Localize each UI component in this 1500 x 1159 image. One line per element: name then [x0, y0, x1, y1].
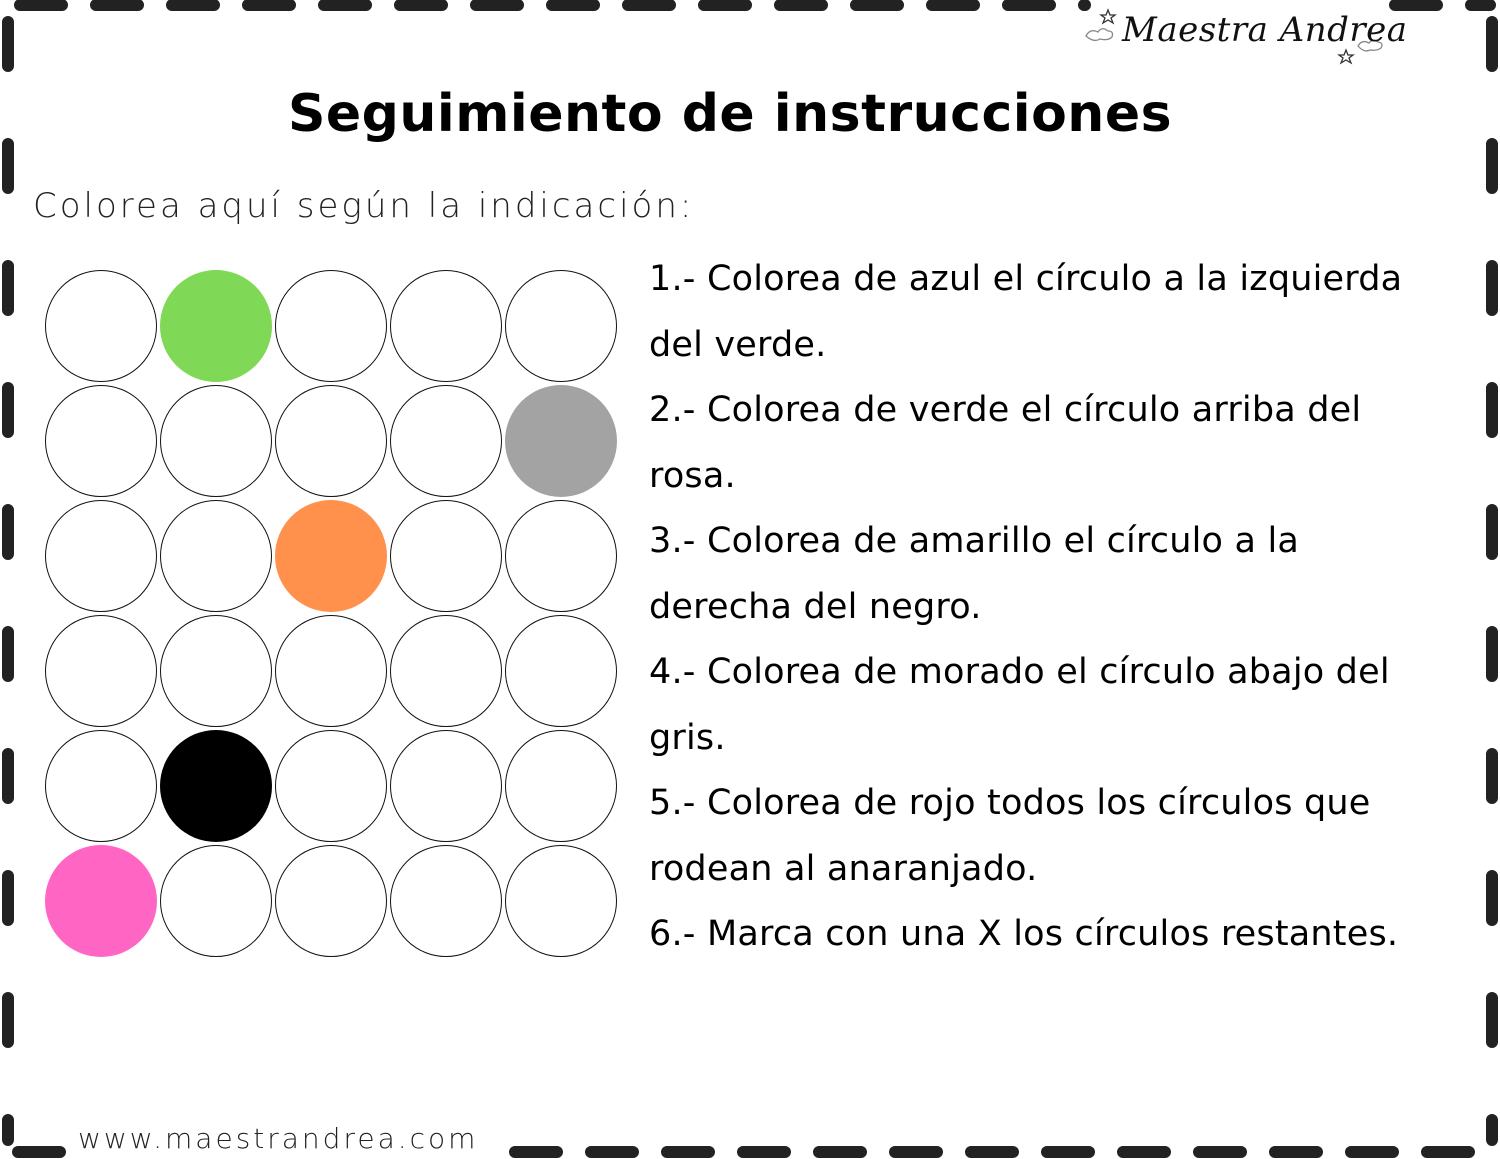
instruction-item [649, 247, 1489, 378]
instruction-item [649, 771, 1489, 902]
blank-circle[interactable] [390, 845, 502, 957]
instruction-line: gris. [649, 717, 726, 758]
blank-circle[interactable] [45, 385, 157, 497]
instruction-item [649, 902, 1489, 968]
instruction-item [649, 640, 1489, 771]
instruction-line: 2.- Colorea de verde el círculo arriba del [649, 390, 1362, 430]
blank-circle[interactable] [275, 845, 387, 957]
page-subtitle: Colorea aquí según la indicación: [33, 186, 695, 226]
blank-circle[interactable] [275, 270, 387, 382]
blank-circle[interactable] [390, 385, 502, 497]
grid-row [45, 498, 625, 613]
instruction-line: 6.- Marca con una X los círculos restantes. [649, 914, 1399, 954]
blank-circle[interactable] [160, 615, 272, 727]
blank-circle[interactable] [160, 500, 272, 612]
page-title: Seguimiento de instrucciones [287, 84, 1173, 144]
grid-row [45, 728, 625, 843]
blank-circle[interactable] [505, 615, 617, 727]
blank-circle[interactable] [45, 500, 157, 612]
brand-logo [1080, 6, 1408, 66]
blank-circle[interactable] [390, 615, 502, 727]
instruction-item [649, 509, 1489, 640]
instruction-line: 5.- Colorea de rojo todos los círculos que [649, 783, 1371, 823]
blank-circle[interactable] [45, 270, 157, 382]
blank-circle[interactable] [390, 270, 502, 382]
colored-circle[interactable] [275, 500, 387, 612]
instruction-line: derecha del negro. [649, 586, 982, 627]
colored-circle[interactable] [45, 845, 157, 957]
footer-url: www.maestrandrea.com [78, 1122, 479, 1155]
blank-circle[interactable] [45, 730, 157, 842]
blank-circle[interactable] [505, 500, 617, 612]
instruction-line: 1.- Colorea de azul el círculo a la izquierda [649, 259, 1403, 299]
grid-row [45, 383, 625, 498]
instruction-line: rosa. [649, 455, 736, 496]
blank-circle[interactable] [390, 730, 502, 842]
grid-row [45, 613, 625, 728]
instruction-line: rodean al anaranjado. [649, 848, 1038, 889]
instruction-line: del verde. [649, 324, 827, 365]
instruction-list [649, 247, 1489, 968]
blank-circle[interactable] [505, 270, 617, 382]
blank-circle[interactable] [275, 385, 387, 497]
brand-name: Maestra Andrea [1122, 10, 1408, 50]
grid-row [45, 268, 625, 383]
instruction-item [649, 378, 1489, 509]
blank-circle[interactable] [45, 615, 157, 727]
blank-circle[interactable] [160, 385, 272, 497]
blank-circle[interactable] [275, 615, 387, 727]
colored-circle[interactable] [505, 385, 617, 497]
colored-circle[interactable] [160, 270, 272, 382]
blank-circle[interactable] [160, 845, 272, 957]
colored-circle[interactable] [160, 730, 272, 842]
grid-row [45, 843, 625, 958]
instruction-line: 3.- Colorea de amarillo el círculo a la [649, 521, 1300, 561]
blank-circle[interactable] [275, 730, 387, 842]
blank-circle[interactable] [505, 845, 617, 957]
circle-grid [45, 268, 625, 962]
instruction-line: 4.- Colorea de morado el círculo abajo del [649, 652, 1390, 692]
blank-circle[interactable] [505, 730, 617, 842]
blank-circle[interactable] [390, 500, 502, 612]
